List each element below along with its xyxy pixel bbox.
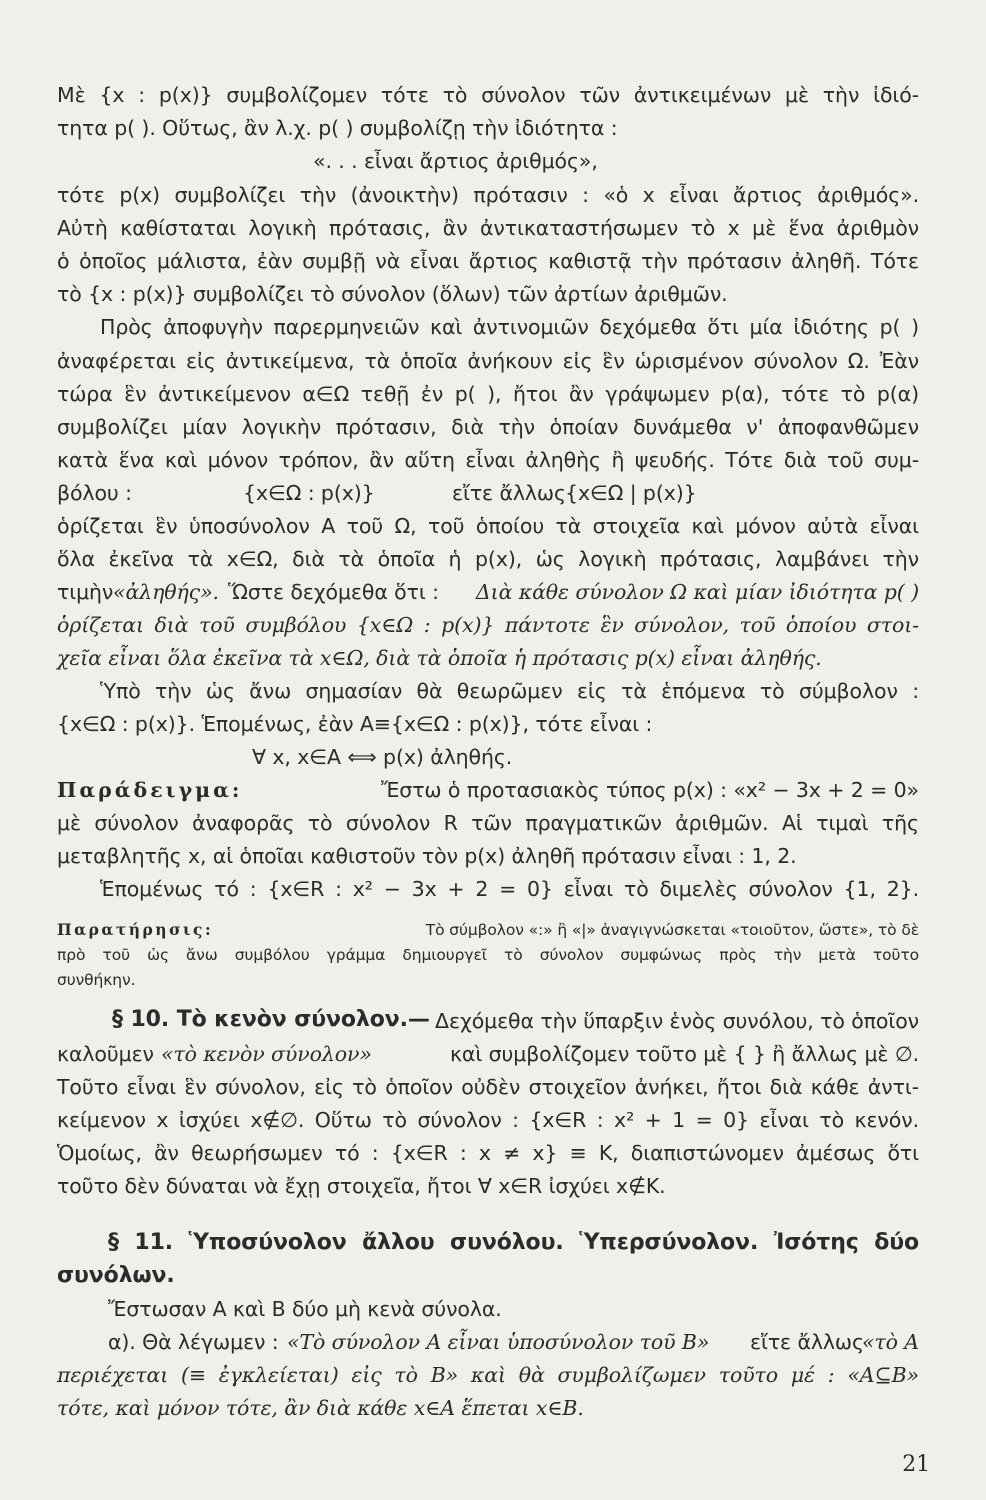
equivalence-formula: ∀ x, x∈A ⟺ p(x) ἀληθής. [252, 745, 513, 769]
text-line: Πρὸς ἀποφυγὴν παρερμηνειῶν καὶ ἀντινομιῶν δεχόμεθα ὅτι μία ἰδιότης p( ) [100, 315, 919, 339]
text-line: μὲ σύνολον ἀναφορᾶς τὸ σύνολον R τῶν πραγματικῶν ἀριθμῶν. Αἱ τιμαὶ τῆς [57, 811, 919, 835]
text-line: τώρα ἓν ἀντικείμενον α∈Ω τεθῇ ἐν p( ), ἤτοι ἂν γράψωμεν p(α), τότε τὸ p(α) [57, 382, 919, 406]
definition-italic: ὁρίζεται διὰ τοῦ συμβόλου {x∈Ω : p(x)} πάντοτε ἓν σύνολον, τοῦ ὁποίου στοι- [57, 613, 919, 637]
definition-italic: περιέχεται (≡ ἐγκλείεται) εἰς τὸ B» καὶ θὰ συμβολίζωμεν τοῦτο μέ : «A⊆B» [57, 1363, 919, 1387]
text-line: εἴτε ἄλλως [750, 1330, 864, 1354]
text-line: Ἔστω ὁ προτασιακὸς τύπος p(x) : «x² − 3x + 2 = 0» [380, 778, 919, 802]
text-line: ὅλα ἐκεῖνα τὰ x∈Ω, διὰ τὰ ὁποῖα ἡ p(x), ὡς λογικὴ πρότασις, λαμβάνει τὴν [57, 547, 919, 571]
text-line: Τοῦτο εἶναι ἓν σύνολον, εἰς τὸ ὁποῖον οὐδὲν στοιχεῖον ἀνήκει, ἤτοι διὰ κάθε ἀντι- [57, 1075, 919, 1099]
text-line: Μὲ {x : p(x)} συμβολίζομεν τότε τὸ σύνολον τῶν ἀντικειμένων μὲ τὴν ἰδιό- [57, 83, 919, 107]
text-line: τὸ {x : p(x)} συμβολίζει τὸ σύνολον (ὅλων) τῶν ἀρτίων ἀριθμῶν. [57, 282, 728, 306]
set-notation: {x∈Ω : p(x)} [243, 481, 375, 505]
definition-italic: «τὸ A [861, 1330, 919, 1354]
text-line: Ὁμοίως, ἂν θεωρήσωμεν τό : {x∈R : x ≠ x} ≡ K, διαπιστώνομεν ἀμέσως ὅτι [57, 1141, 919, 1165]
text-line: ἀναφέρεται εἰς ἀντικείμενα, τὰ ὁποῖα ἀνήκουν εἰς ἓν ὡρισμένον σύνολον Ω. Ἐὰν [57, 349, 919, 373]
text-line: Ὑπὸ τὴν ὡς ἄνω σημασίαν θὰ θεωρῶμεν εἰς τὰ ἑπόμενα τὸ σύμβολον : [100, 679, 919, 703]
text-line: Ἔστωσαν A καὶ B δύο μὴ κενὰ σύνολα. [108, 1297, 502, 1321]
text-line: α). Θὰ λέγωμεν : [108, 1330, 279, 1354]
section-10-heading: § 10. Τὸ κενὸν σύνολον.— [112, 1007, 430, 1032]
text-line-italic: «τὸ κενὸν σύνολον» [161, 1042, 372, 1066]
remark-line: Τὸ σύμβολον «:» ἢ «|» ἀναγιγνώσκεται «τοιοῦτον, ὥστε», τὸ δὲ [425, 921, 919, 939]
definition-italic: τότε, καὶ μόνον τότε, ἂν διὰ κάθε x∈A ἕπεται x∈B. [57, 1396, 584, 1420]
text-line: Ἑπομένως τό : {x∈R : x² − 3x + 2 = 0} εἶναι τὸ διμελὲς σύνολον {1, 2}. [100, 877, 919, 901]
text-line: κείμενον x ἰσχύει x∉∅. Οὕτω τὸ σύνολον : {x∈R : x² + 1 = 0} εἶναι τὸ κενόν. [57, 1108, 919, 1132]
text-line: τοῦτο δὲν δύναται νὰ ἔχῃ στοιχεῖα, ἤτοι ∀ x∈R ἰσχύει x∉K. [57, 1174, 666, 1198]
example-heading: Παράδειγμα: [57, 778, 243, 802]
text-line: τητα p( ). Οὕτως, ἂν λ.χ. p( ) συμβολίζῃ τὴν ἰδιότητα : [57, 116, 618, 140]
remark-line: πρὸ τοῦ ὡς ἄνω συμβόλου γράμμα δημιουργεῖ τὸ σύνολον συμφώνως πρὸς τὴν μετὰ τοῦτο [57, 946, 919, 964]
text-line: μεταβλητῆς x, αἱ ὁποῖαι καθιστοῦν τὸν p(x) ἀληθῆ πρότασιν εἶναι : 1, 2. [57, 844, 797, 868]
text-line: «. . . εἶναι ἄρτιος ἀριθμός», [313, 149, 598, 173]
text-line: κατὰ ἕνα καὶ μόνον τρόπον, ἂν αὕτη εἶναι ἀληθὴς ἢ ψευδής. Τότε διὰ τοῦ συμ- [57, 448, 919, 472]
definition-italic: «Τὸ σύνολον A εἶναι ὑποσύνολον τοῦ B» [287, 1330, 710, 1354]
text-line: {x∈Ω : p(x)}. Ἑπομένως, ἐὰν A≡{x∈Ω : p(x)}, τότε εἶναι : [57, 712, 653, 736]
definition-italic: χεῖα εἶναι ὅλα ἐκεῖνα τὰ x∈Ω, διὰ τὰ ὁποῖα ἡ πρότασις p(x) εἶναι ἀληθής. [57, 646, 822, 670]
remark-line: συνθήκην. [57, 971, 136, 989]
page-number: 21 [902, 1452, 930, 1477]
section-11-heading: συνόλων. [57, 1263, 175, 1288]
text-line: καὶ συμβολίζομεν τοῦτο μὲ { } ἢ ἄλλως μὲ ∅. [449, 1042, 919, 1066]
text-line: ὁρίζεται ἓν ὑποσύνολον A τοῦ Ω, τοῦ ὁποίου τὰ στοιχεῖα καὶ μόνον αὐτὰ εἶναι [57, 514, 919, 538]
text-line: Αὐτὴ καθίσταται λογικὴ πρότασις, ἂν ἀντικαταστήσωμεν τὸ x μὲ ἕνα ἀριθμὸν [57, 216, 919, 240]
text-line: τιμὴν [57, 580, 114, 604]
section-11-heading: § 11. Ὑποσύνολον ἄλλου συνόλου. Ὑπερσύνολον. Ἰσότης δύο [108, 1230, 919, 1255]
text-line: Δεχόμεθα τὴν ὕπαρξιν ἑνὸς συνόλου, τὸ ὁποῖον [435, 1009, 919, 1033]
text-line: ὁ ὁποῖος μάλιστα, ἐὰν συμβῇ νὰ εἶναι ἄρτιος καθιστᾷ τὴν πρότασιν ἀληθῆ. Τότε [57, 249, 919, 273]
text-line: συμβολίζει μίαν λογικὴν πρότασιν, διὰ τὴν ὁποίαν δυνάμεθα ν' ἀποφανθῶμεν [57, 415, 919, 439]
text-line-italic: «ἀληθής». [113, 580, 219, 604]
text-line: καλοῦμεν [57, 1042, 154, 1066]
set-notation: {x∈Ω | p(x)} [565, 481, 697, 505]
text-line: τότε p(x) συμβολίζει τὴν (ἀνοικτὴν) πρότασιν : «ὁ x εἶναι ἄρτιος ἀριθμός». [57, 183, 919, 207]
text-line: βόλου : [57, 481, 132, 505]
text-line: Ὥστε δεχόμεθα ὅτι : [228, 580, 439, 604]
remark-heading: Παρατήρησις: [57, 920, 214, 939]
definition-italic: Διὰ κάθε σύνολον Ω καὶ μίαν ἰδιότητα p( ) [475, 580, 919, 604]
text-line: εἴτε ἄλλως [452, 481, 566, 505]
